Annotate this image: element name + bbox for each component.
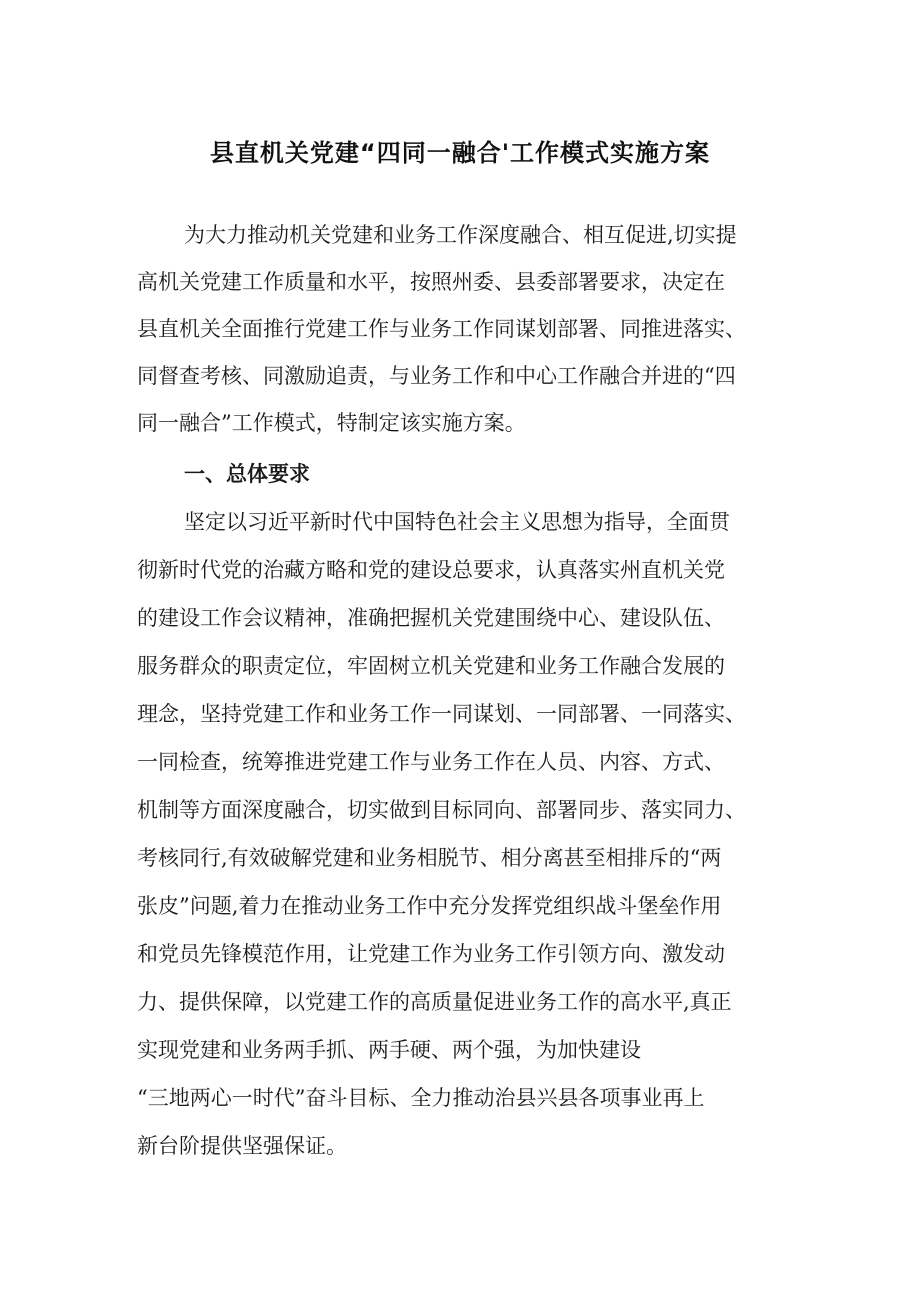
body-paragraph-line (0, 555, 920, 585)
text-line: 张皮”问题,着力在推动业务工作中充分发挥党组织战斗堡垒作用 (137, 894, 722, 918)
intro-paragraph-line (0, 220, 920, 250)
text-line: 考核同行,有效破解党建和业务相脱节、相分离甚至相排斥的“两 (137, 846, 722, 870)
text-line: 新台阶提供坚强保证。 (137, 1134, 347, 1158)
text-line: 县直机关全面推行党建工作与业务工作同谋划部署、同推进落实、 (137, 317, 746, 341)
text-line: 彻新时代党的治藏方略和党的建设总要求，认真落实州直机关党 (137, 558, 725, 582)
body-paragraph-line (0, 939, 920, 969)
body-paragraph-line (0, 843, 920, 873)
body-paragraph-line (0, 1035, 920, 1065)
text-line: “三地两心一时代”奋斗目标、全力推动治县兴县各项事业再上 (137, 1086, 705, 1110)
text-line: 一同检查，统筹推进党建工作与业务工作在人员、内容、方式、 (137, 750, 725, 774)
intro-paragraph-line (0, 408, 920, 438)
intro-paragraph-line (0, 267, 920, 297)
body-paragraph-line (0, 507, 920, 537)
text-line: 机制等方面深度融合，切实做到目标同向、部署同步、落实同力、 (137, 798, 746, 822)
text-line: 的建设工作会议精神，准确把握机关党建围绕中心、建设队伍、 (137, 606, 725, 630)
text-line: 理念，坚持党建工作和业务工作一同谋划、一同部署、一同落实、 (137, 702, 746, 726)
text-line: 力、提供保障，以党建工作的高质量促进业务工作的高水平,真正 (137, 990, 732, 1014)
text-line: 为大力推动机关党建和业务工作深度融合、相互促进,切实提 (184, 223, 737, 247)
body-paragraph-line (0, 699, 920, 729)
body-paragraph-line (0, 891, 920, 921)
body-paragraph-line (0, 1131, 920, 1161)
text-line: 实现党建和业务两手抓、两手硬、两个强，为加快建设 (137, 1038, 641, 1062)
body-paragraph-line (0, 747, 920, 777)
intro-paragraph-line (0, 314, 920, 344)
text-line: 同一融合”工作模式，特制定该实施方案。 (137, 411, 526, 435)
intro-paragraph-line (0, 361, 920, 391)
section-heading (0, 459, 920, 489)
text-line: 服务群众的职责定位，牢固树立机关党建和业务工作融合发展的 (137, 654, 725, 678)
text-line: 坚定以习近平新时代中国特色社会主义思想为指导，全面贯 (184, 510, 730, 534)
body-paragraph-line (0, 651, 920, 681)
body-paragraph-line (0, 987, 920, 1017)
text-line: 和党员先锋模范作用，让党建工作为业务工作引领方向、激发动 (137, 942, 725, 966)
body-paragraph-line (0, 795, 920, 825)
body-paragraph-line (0, 603, 920, 633)
text-line: 高机关党建工作质量和水平，按照州委、县委部署要求，决定在 (137, 270, 725, 294)
body-paragraph-line (0, 1083, 920, 1113)
document-title: 县直机关党建“四同一融合'工作模式实施方案 (209, 139, 711, 167)
text-line: 同督查考核、同激励追责，与业务工作和中心工作融合并进的“四 (137, 364, 736, 388)
section-heading-text: 一、总体要求 (184, 462, 310, 486)
